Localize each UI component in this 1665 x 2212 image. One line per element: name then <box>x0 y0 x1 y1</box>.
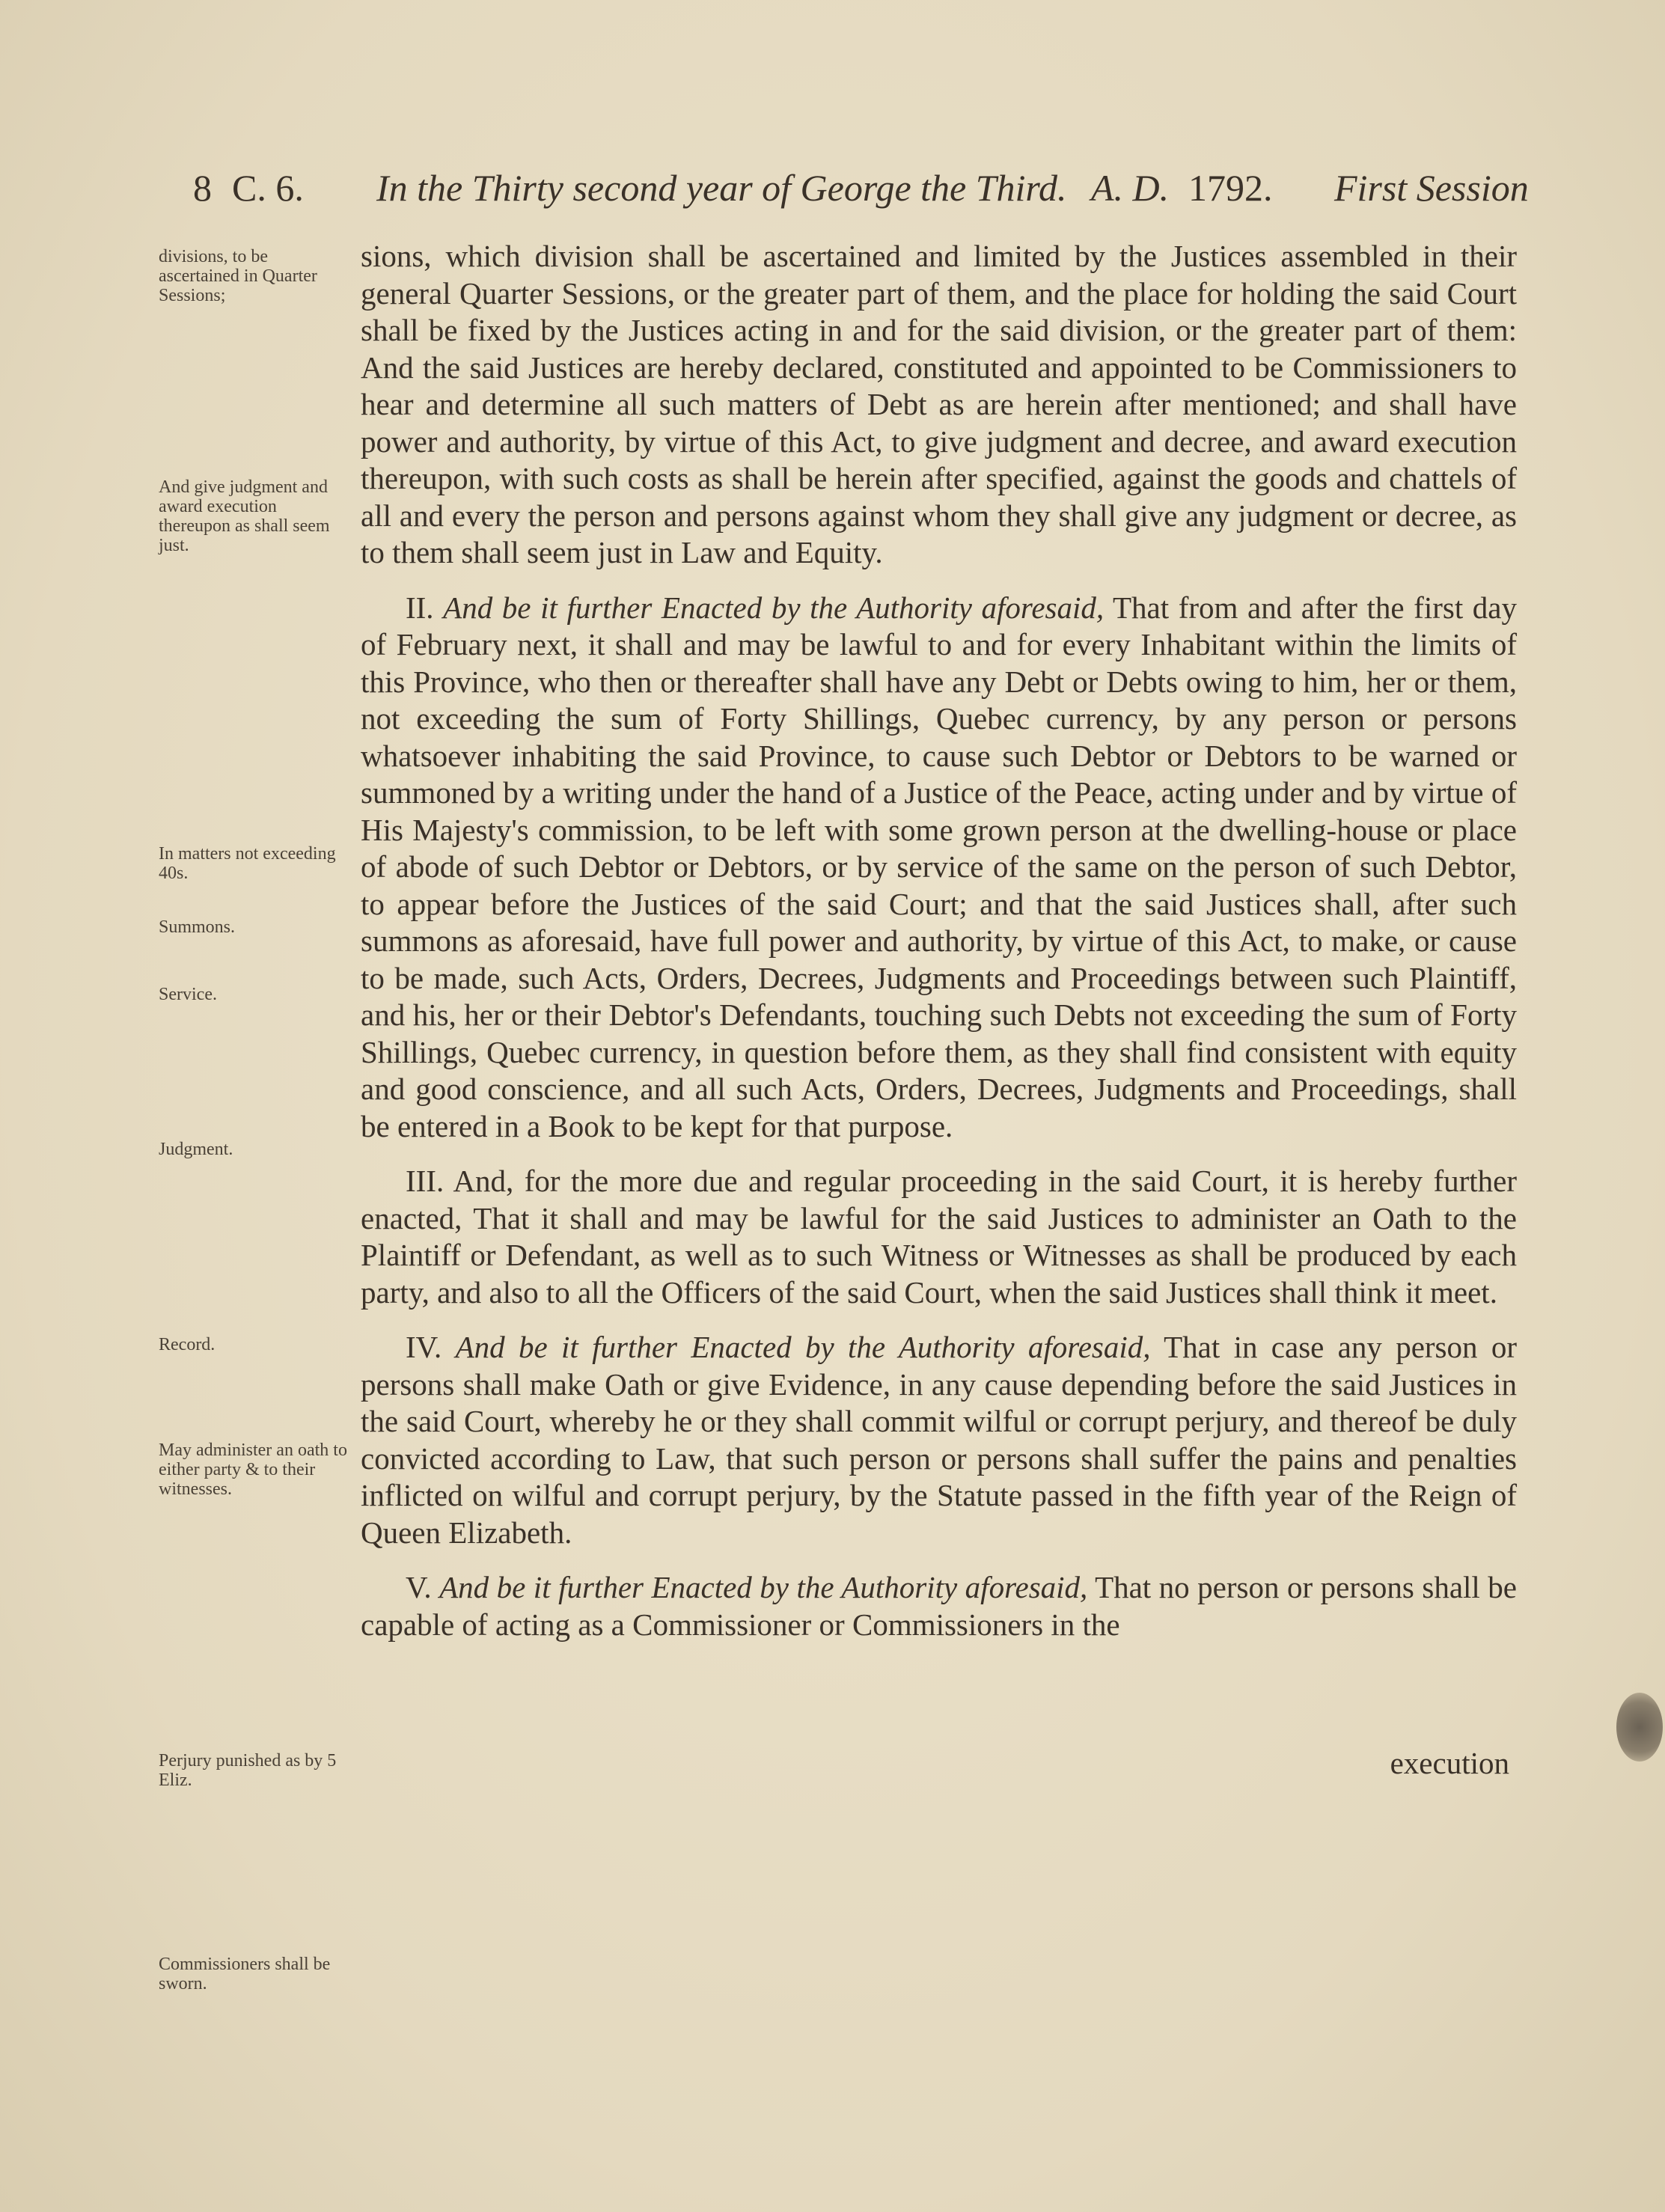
header-title: In the Thirty second year of George the Third. <box>376 167 1067 209</box>
margin-note: Record. <box>159 1335 216 1354</box>
section-2 <box>361 590 1517 1146</box>
margin-note: divisions, to be ascertained in Quarter Sessions; <box>159 247 317 305</box>
section-text: And, for the more due and regular proceeding in the said Court, it is hereby further enacted, That it shall and may be lawful for the said Justices to administer an Oath to the Plaintiff or Defendant, as well as to such Witness or Witnesses as shall be produced by each party, and also to all the Officers of the said Court, when the said Justices shall think it meet. <box>361 1164 1517 1310</box>
margin-note: Judgment. <box>159 1140 233 1159</box>
paragraph-continuation <box>361 238 1517 572</box>
ink-blot <box>1616 1693 1663 1762</box>
section-3 <box>361 1163 1517 1311</box>
chapter-number: C. 6. <box>232 167 304 209</box>
body-text <box>361 238 1517 1643</box>
margin-note: In matters not exceeding 40s. <box>159 844 336 883</box>
running-header <box>193 166 1529 219</box>
margin-note: And give judgment and award execution thereupon as shall seem just. <box>159 477 330 555</box>
margin-note: Service. <box>159 985 217 1004</box>
section-number: II. <box>406 590 434 625</box>
header-ad: A. D. <box>1091 167 1170 209</box>
section-lead: And be it further Enacted by the Authority aforesaid, <box>455 1330 1151 1364</box>
header-year: 1792. <box>1188 167 1273 209</box>
section-lead: And be it further Enacted by the Authority aforesaid, <box>439 1570 1088 1604</box>
page-number: 8 <box>193 167 212 209</box>
section-lead: And be it further Enacted by the Authority aforesaid, <box>443 590 1105 625</box>
catchword: execution <box>1390 1746 1509 1780</box>
section-text: That from and after the first day of February next, it shall and may be lawful to and for every Inhabitant within the limits of this Province, who then or thereafter shall have any Debt or Debts owing to him, her or them, not exceeding the sum of Forty Shillings, Quebec currency, by any person or persons whatsoever inhabiting the said Province, to cause such Debtor or Debtors to be warned or summoned by a writing under the hand of a Justice of the Peace, acting under and by virtue of His Majesty's commission, to be left with some grown person at the dwelling-house or place of abode of such Debtor or Debtors, or by service of the same on the person of such Debtor, to appear before the Justices of the said Court; and that the said Justices shall, after such summons as aforesaid, have full power and authority, by virtue of this Act, to make, or cause to be made, such Acts, Orders, Decrees, Judgments and Proceedings between such Plaintiff, and his, her or their Debtor's Defendants, touching such Debts not exceeding the sum of Forty Shillings, Quebec currency, in question before them, as they shall find consistent with equity and good conscience, and all such Acts, Orders, Decrees, Judgments and Proceedings, shall be entered in a Book to be kept for that purpose. <box>361 590 1518 1143</box>
section-4 <box>361 1329 1517 1551</box>
paragraph-text: sions, which division shall be ascertained and limited by the Justices assembled in their general Quarter Sessions, or the greater part of them, and the place for holding the said Court shall be fixed by the Justices acting in and for the said division, or the greater part of them: And the said Justices are hereby declared, constituted and appointed to be Commissioners to hear and determine all such matters of Debt as are herein after mentioned; and shall have power and authority, by virtue of this Act, to give judgment and decree, and award execution thereupon, with such costs as shall be herein after specified, against the goods and chattels of all and every the person and persons against whom they shall give any judgment or decree, as to them shall seem just in Law and Equity. <box>361 239 1517 569</box>
section-text: That in case any person or persons shall make Oath or give Evidence, in any cause depending before the said Justices in the said Court, whereby he or they shall commit wilful or corrupt perjury, and thereof be duly convicted according to Law, that such person or persons shall suffer the pains and penalties inflicted on wilful and corrupt perjury, by the Statute passed in the fifth year of the Reign of Queen Elizabeth. <box>361 1330 1517 1550</box>
section-number: V. <box>406 1570 432 1604</box>
margin-note: Summons. <box>159 917 236 937</box>
section-number: IV. <box>406 1330 442 1364</box>
margin-note: Perjury punished as by 5 Eliz. <box>159 1751 337 1790</box>
section-text: That no person or persons shall be capable of acting as a Commissioner or Commissioners in the <box>361 1570 1517 1642</box>
header-session: First Session <box>1334 167 1529 209</box>
section-number: III. <box>406 1164 444 1198</box>
margin-note: May administer an oath to either party & to their witnesses. <box>159 1440 347 1499</box>
margin-note: Commissioners shall be sworn. <box>159 1955 331 1993</box>
section-5 <box>361 1569 1517 1643</box>
